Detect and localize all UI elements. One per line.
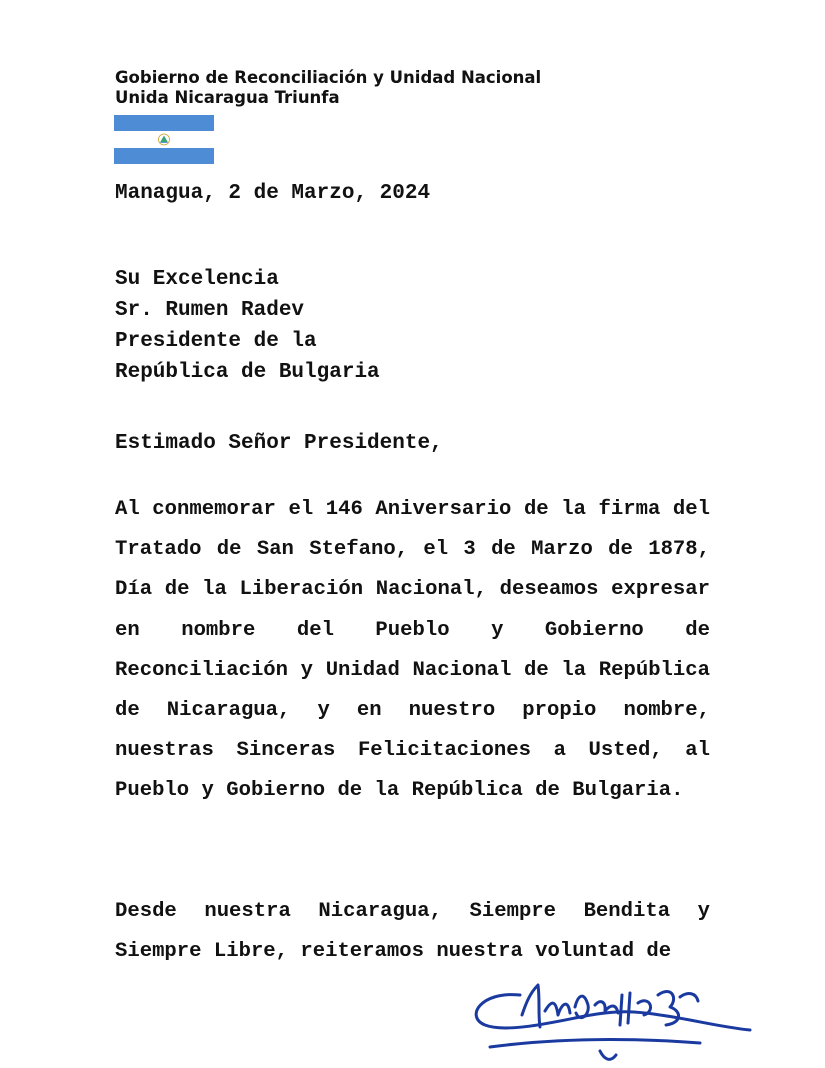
letterhead-slogan: Unida Nicaragua Triunfa <box>115 88 340 107</box>
body-paragraph-2: Desde nuestra Nicaragua, Siempre Bendita y Siempre Libre, reiteramos nuestra voluntad de <box>115 900 710 964</box>
addressee-country: República de Bulgaria <box>115 361 380 384</box>
addressee-position: Presidente de la <box>115 330 317 353</box>
addressee-title: Su Excelencia <box>115 268 279 291</box>
letter-date: Managua, 2 de Marzo, 2024 <box>115 182 431 205</box>
letterhead-government-name: Gobierno de Reconciliación y Unidad Nacional <box>115 68 542 87</box>
letterhead <box>115 68 541 108</box>
addressee-block <box>115 264 380 388</box>
handwritten-signature <box>460 955 770 1068</box>
salutation: Estimado Señor Presidente, <box>115 432 443 455</box>
body-paragraph-1: Al conmemorar el 146 Aniversario de la firma del Tratado de San Stefano, el 3 de Marzo de 1878, Día de la Liberación Nacional, deseamos expresar en nombre del Pueblo y Gobierno de Reconciliación y Unidad Nacional de la República de Nicaragua, y en nuestro propio nombre, nuestras Sinceras Felicitaciones a Usted, al Pueblo y Gobierno de la República de Bulgaria. <box>115 498 710 803</box>
addressee-name: Sr. Rumen Radev <box>115 299 305 322</box>
nicaragua-flag-icon <box>114 115 214 164</box>
